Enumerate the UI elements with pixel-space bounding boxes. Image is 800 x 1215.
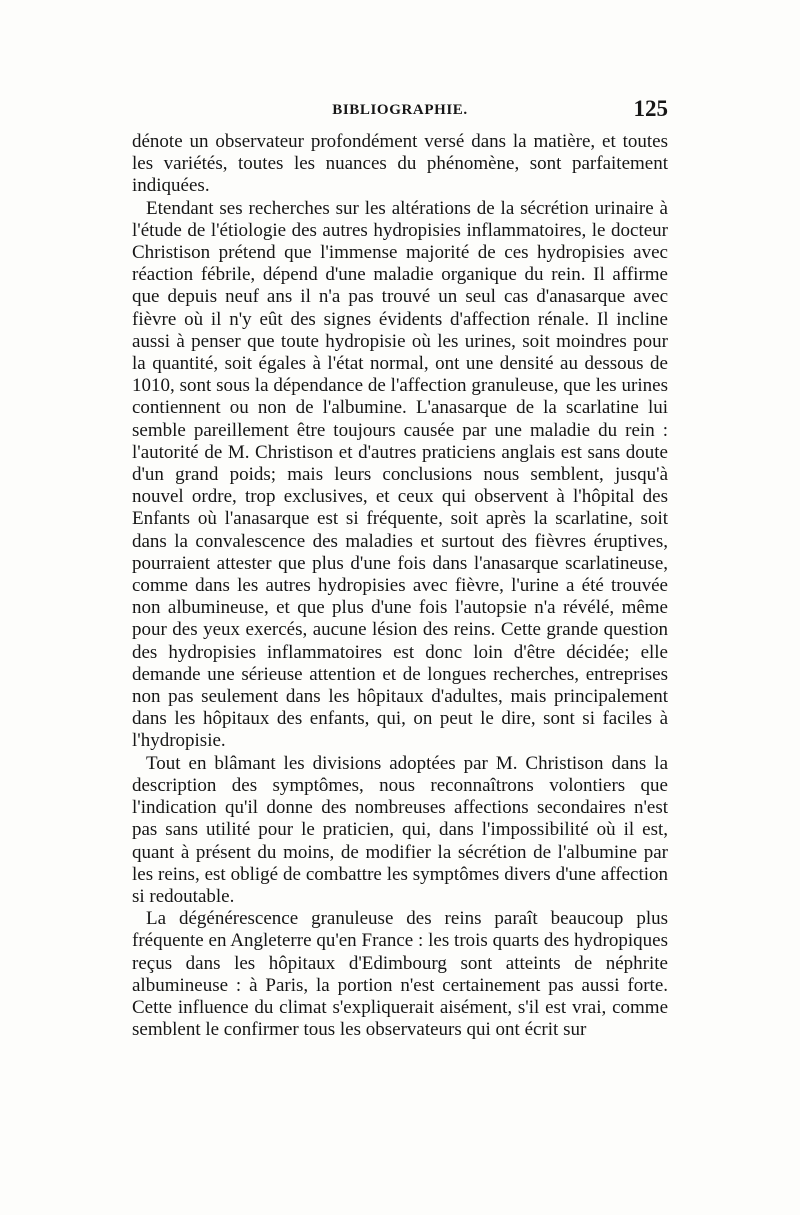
paragraph-symptoms: Tout en blâmant les divisions adoptées par M. Christison dans la description des symptômes, nous reconnaîtrons volontiers que l'indication qu'il donne des nombreuses affections secondaires n'est pas sans utilité pour le praticien, qui, dans l'impossibilité où il est, quant à présent du moins, de modifier la sécrétion de l'albumine par les reins, est obligé de combattre les symptômes divers d'une affection si redoutable. bbox=[132, 752, 668, 907]
paragraph-continuation: dénote un observateur profondément versé dans la matière, et toutes les variétés, toutes les nuances du phénomène, sont parfaitement indiquées. bbox=[132, 131, 668, 197]
page-number: 125 bbox=[633, 96, 668, 121]
body-text bbox=[132, 131, 668, 1041]
paragraph-granular-degeneration: La dégénérescence granuleuse des reins paraît beaucoup plus fréquente en Angleterre qu'en France : les trois quarts des hydropiques reçus dans les hôpitaux d'Edimbourg sont atteints de néphrite albumineuse : à Paris, la portion n'est certainement pas aussi forte. Cette influence du climat s'expliquerait aisément, s'il est vrai, comme semblent le confirmer tous les observateurs qui ont écrit sur bbox=[132, 908, 668, 1041]
running-header bbox=[132, 96, 668, 126]
paragraph-christison-etiology: Etendant ses recherches sur les altérations de la sécrétion urinaire à l'étude de l'étiologie des autres hydropisies inflammatoires, le docteur Christison prétend que l'immense majorité de ces hydropisies avec réaction fébrile, dépend d'une maladie organique du rein. Il affirme que depuis neuf ans il n'a pas trouvé un seul cas d'anasarque avec fièvre où il n'y eût des signes évidents d'affection rénale. Il incline aussi à penser que toute hydropisie où les urines, soit moindres pour la quantité, soit égales à l'état normal, ont une densité au dessous de 1010, sont sous la dépendance de l'affection granuleuse, que les urines contiennent ou non de l'albumine. L'anasarque de la scarlatine lui semble pareillement être toujours causée par une maladie du rein : l'autorité de M. Christison et d'autres praticiens anglais est sans doute d'un grand poids; mais leurs conclusions nous semblent, jusqu'à nouvel ordre, trop exclusives, et ceux qui observent à l'hôpital des Enfants où l'anasarque est si fréquente, soit après la scarlatine, soit dans la convalescence des maladies et surtout des fièvres éruptives, pourraient attester que plus d'une fois dans l'anasarque scarlatineuse, comme dans les autres hydropisies avec fièvre, l'urine a été trouvée non albumineuse, et que plus d'une fois l'autopsie n'a révélé, même pour des yeux exercés, aucune lésion des reins. Cette grande question des hydropisies inflammatoires est donc loin d'être décidée; elle demande une sérieuse attention et de longues recherches, entreprises non pas seulement dans les hôpitaux d'adultes, mais principalement dans les hôpitaux des enfants, qui, on peut le dire, sont si faciles à l'hydropisie. bbox=[132, 197, 668, 752]
running-title: BIBLIOGRAPHIE. bbox=[332, 102, 468, 118]
